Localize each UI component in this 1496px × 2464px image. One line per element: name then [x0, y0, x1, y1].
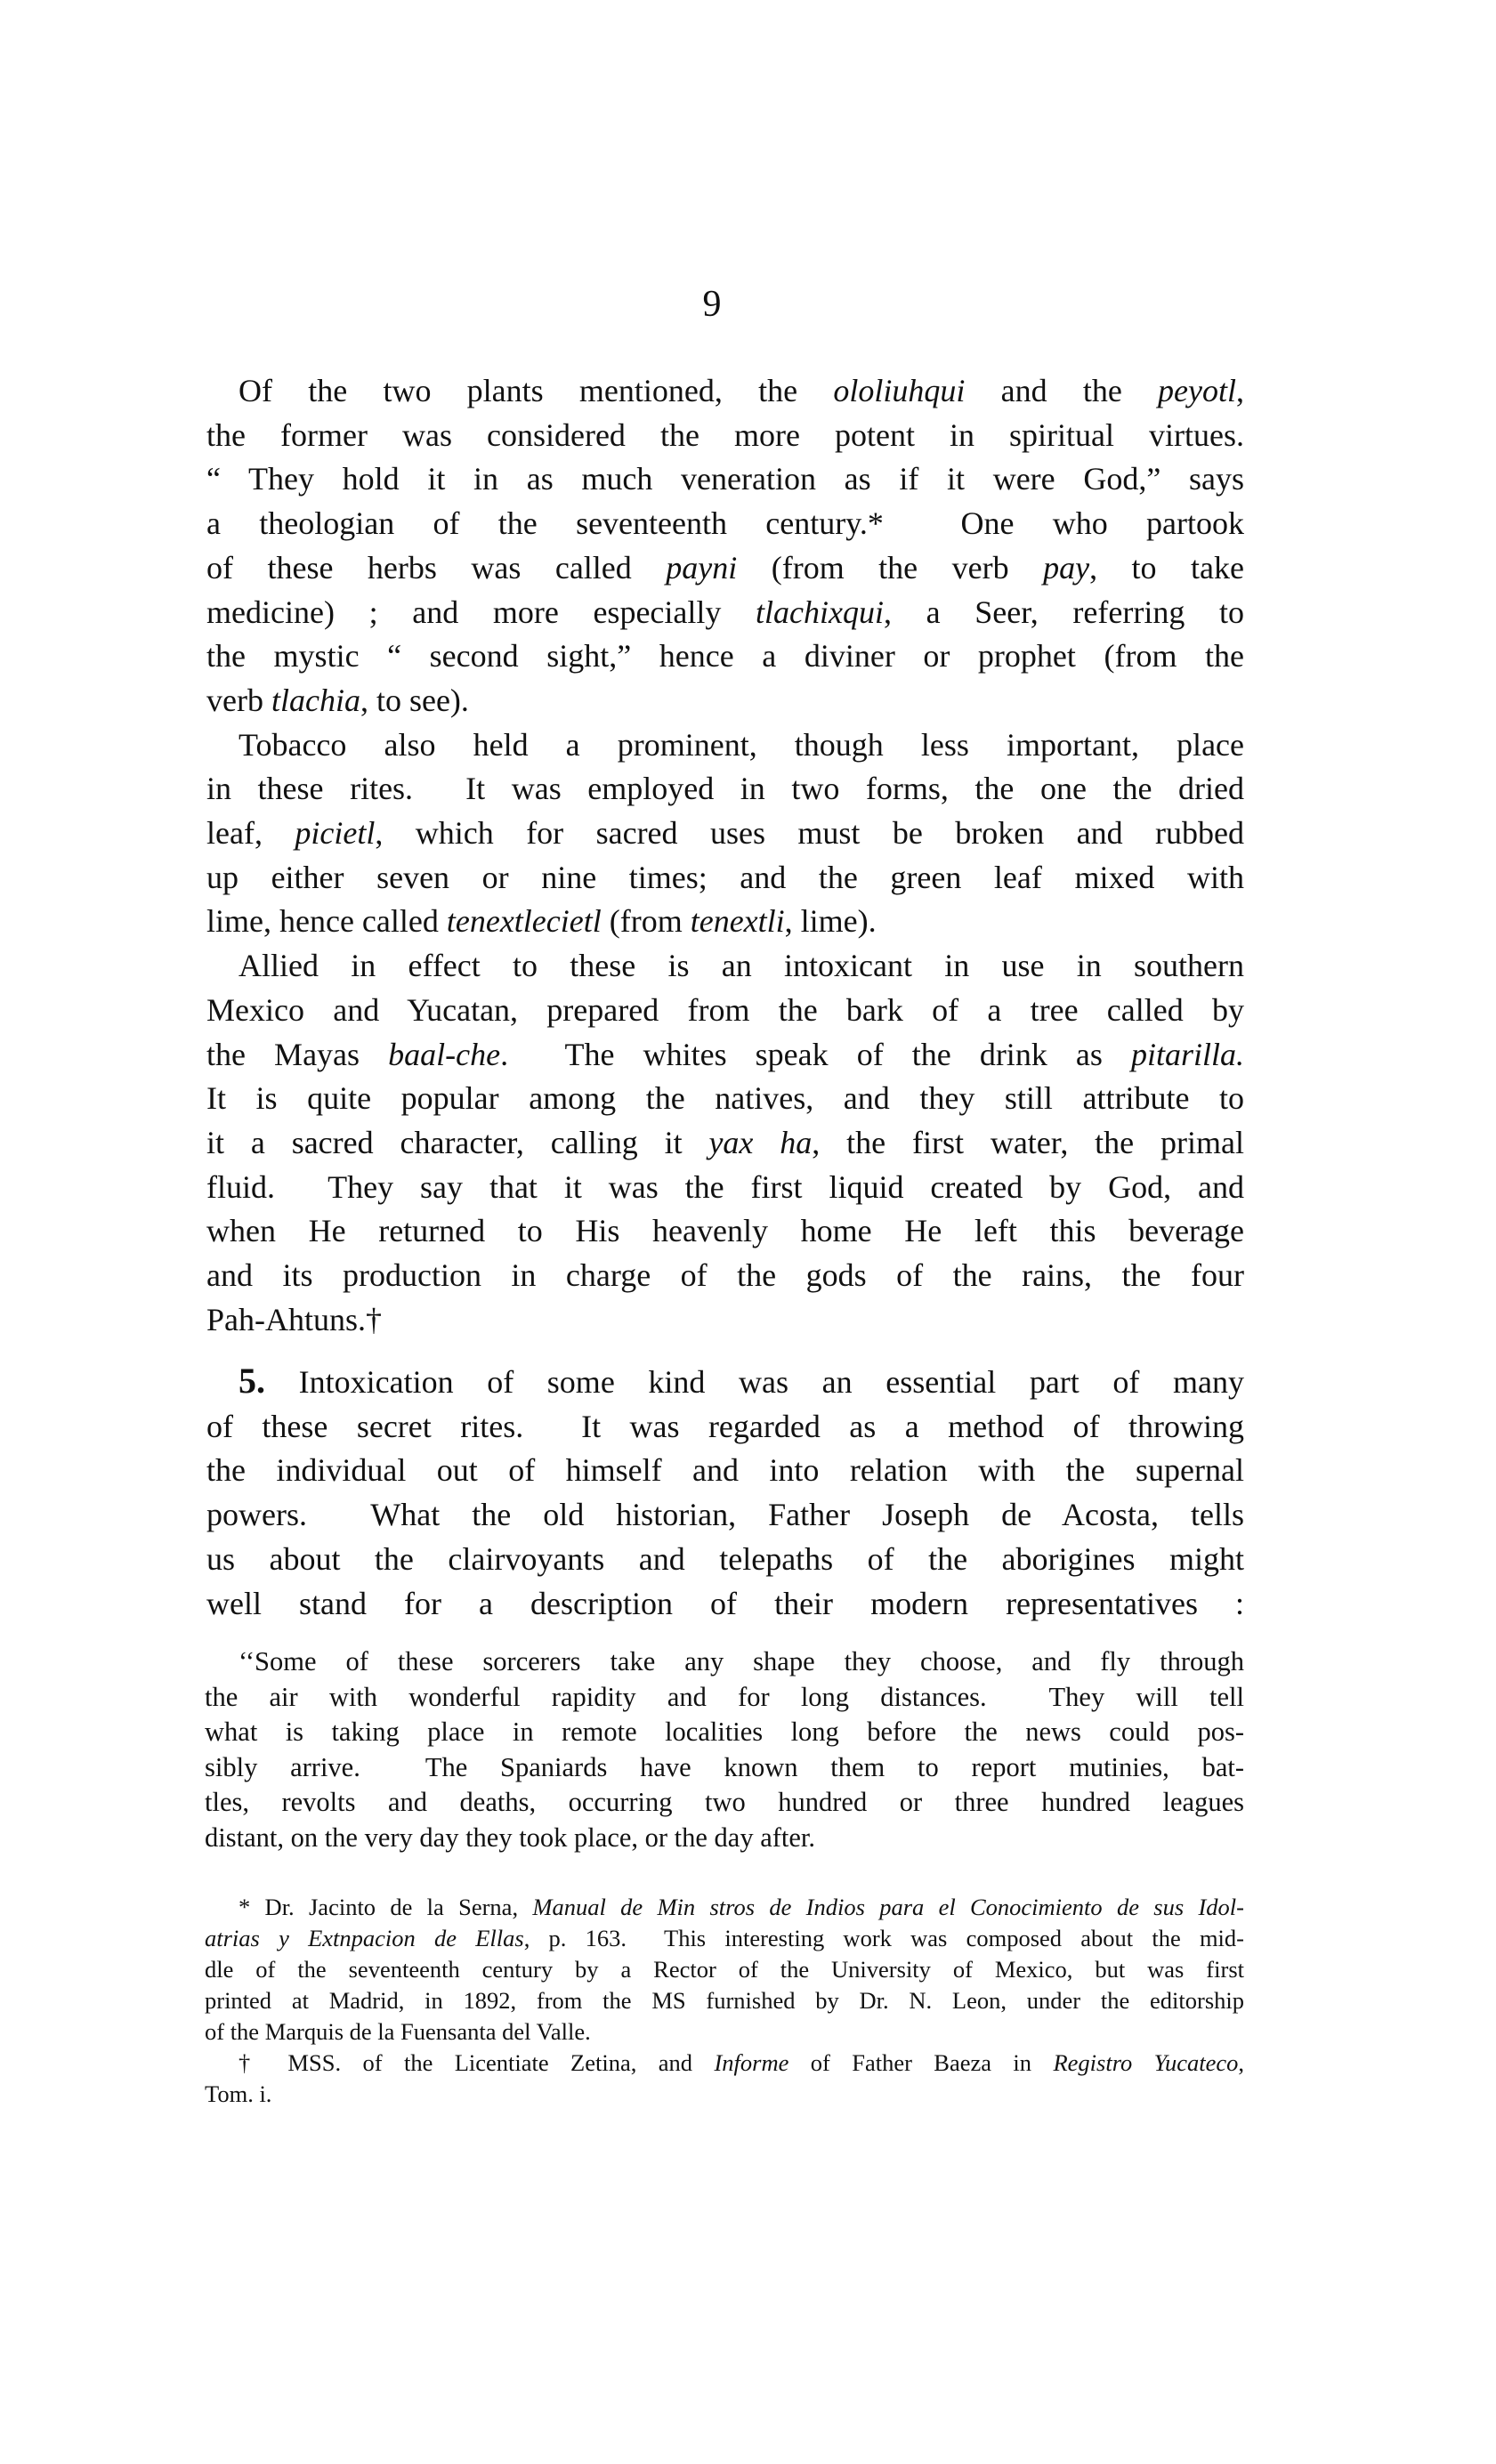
text-line	[205, 1715, 1244, 1750]
text-line	[206, 414, 1244, 458]
text-run: Tom. i.	[205, 2080, 272, 2107]
italic-term: ololiuhqui	[833, 373, 966, 408]
italic-term: pay	[1043, 549, 1090, 586]
body-main	[206, 369, 1244, 1342]
section-5	[206, 1359, 1244, 1626]
text-line	[206, 1405, 1244, 1450]
text-line	[206, 369, 1244, 414]
text-run: Mexico and Yucatan, prepared from the bark of a tree called by	[206, 991, 1244, 1028]
text-run: lime, hence called	[206, 903, 447, 940]
italic-term: pitarilla.	[1130, 1036, 1244, 1072]
text-line	[206, 1298, 1244, 1343]
text-run: and its production in charge of the gods of the rains, the four	[206, 1257, 1244, 1294]
text-line	[205, 1821, 1244, 1856]
text-run: , a Seer, referring to	[884, 594, 1244, 630]
text-run: up either seven or nine times; and the green leaf mixed with	[206, 859, 1244, 895]
block-quote	[205, 1644, 1244, 1855]
text-run: , the first water, the primal	[812, 1124, 1244, 1160]
text-run: and the	[965, 373, 1159, 408]
text-run: , which for sacred uses must be broken and rubbed	[375, 815, 1245, 852]
text-run: powers. What the old historian, Father Joseph de Acosta, tells	[206, 1497, 1244, 1533]
text-run: , lime).	[784, 903, 877, 940]
text-run: (from the verb	[737, 549, 1044, 586]
section-number: 5.	[239, 1361, 265, 1401]
text-line	[206, 1209, 1244, 1254]
text-line	[206, 944, 1244, 989]
text-line	[206, 1254, 1244, 1298]
text-run: dle of the seventeenth century by a Rector of the University of Mexico, but was first	[205, 1956, 1244, 1983]
text-run: * Dr. Jacinto de la Serna,	[239, 1894, 533, 1920]
text-run: the air with wonderful rapidity and for long distances. They will tell	[205, 1681, 1244, 1712]
text-run: us about the clairvoyants and telepaths of the aborigines might	[206, 1540, 1244, 1577]
text-run: Pah-Ahtuns.†	[206, 1301, 382, 1337]
text-line	[206, 1538, 1244, 1582]
text-line	[206, 812, 1244, 856]
text-line	[206, 1121, 1244, 1166]
text-run: , to take	[1089, 549, 1244, 586]
italic-term: baal-che	[388, 1036, 501, 1072]
text-run: the mystic “ second sight,” hence a diviner or prophet (from the	[206, 638, 1244, 675]
text-line	[205, 1680, 1244, 1716]
text-line	[206, 1359, 1244, 1405]
italic-term: Manual de Min stros de Indios para el Conocimiento de sus Idol-	[532, 1894, 1244, 1920]
text-run: sibly arrive. The Spaniards have known them to report mutinies, bat-	[205, 1751, 1244, 1782]
italic-term: picietl	[295, 815, 376, 852]
text-line	[206, 900, 1244, 944]
text-run: the individual out of himself and into relation with the supernal	[206, 1452, 1244, 1489]
text-line	[206, 723, 1244, 768]
text-run: It is quite popular among the natives, and they still attribute to	[206, 1080, 1244, 1117]
text-line	[206, 1449, 1244, 1493]
text-line	[206, 591, 1244, 635]
text-line	[206, 1077, 1244, 1121]
text-line	[205, 2079, 1244, 2110]
text-line	[205, 1892, 1244, 1923]
text-run: ‘‘Some of these sorcerers take any shape they choose, and fly through	[239, 1646, 1244, 1676]
text-line	[206, 1493, 1244, 1538]
text-line	[205, 1954, 1244, 1985]
text-line	[205, 2048, 1244, 2079]
text-run: “ They hold it in as much veneration as if it were God,” says	[206, 461, 1244, 497]
text-run: Of the two plants mentioned, the	[239, 373, 834, 408]
text-run: of these secret rites. It was regarded as a method of throwing	[206, 1408, 1244, 1444]
text-run: (from	[601, 903, 691, 940]
italic-term: tenextli	[690, 903, 785, 940]
italic-term: tenextlecietl	[446, 903, 602, 940]
text-run: , p. 163. This interesting work was composed about the mid-	[523, 1925, 1244, 1951]
text-run: it a sacred character, calling it	[206, 1124, 709, 1160]
italic-term: Registro Yucateco	[1053, 2049, 1239, 2076]
italic-term: Informe	[714, 2049, 789, 2076]
text-line	[205, 1985, 1244, 2016]
text-run: medicine) ; and more especially	[206, 594, 756, 630]
text-run: ,	[1238, 2049, 1244, 2076]
text-line	[206, 679, 1244, 723]
text-run: , to see).	[360, 682, 469, 718]
text-run: † MSS. of the Licentiate Zetina, and	[239, 2049, 715, 2076]
text-run: when He returned to His heavenly home He left this beverage	[206, 1213, 1244, 1249]
italic-term: peyotl	[1158, 373, 1237, 408]
text-line	[205, 1923, 1244, 1954]
text-run: Tobacco also held a prominent, though less important, place	[239, 726, 1244, 763]
text-run: verb	[206, 682, 271, 718]
page-number: 9	[702, 284, 722, 325]
text-run: the former was considered the more potent in spiritual virtues.	[206, 416, 1244, 453]
text-line	[205, 1750, 1244, 1786]
text-run: Intoxication of some kind was an essential part of many	[265, 1364, 1244, 1400]
footnotes	[205, 1892, 1244, 2110]
text-run: well stand for a description of their modern representatives :	[206, 1585, 1244, 1621]
text-run: printed at Madrid, in 1892, from the MS furnished by Dr. N. Leon, under the editorship	[205, 1987, 1244, 2014]
text-line	[206, 502, 1244, 546]
text-line	[206, 1166, 1244, 1210]
text-run: in these rites. It was employed in two forms, the one the dried	[206, 771, 1244, 807]
italic-term: payni	[666, 549, 738, 586]
text-line	[205, 2016, 1244, 2048]
text-run: Allied in effect to these is an intoxicant in use in southern	[239, 948, 1244, 984]
text-line	[206, 856, 1244, 901]
italic-term: yax ha	[708, 1124, 813, 1160]
italic-term: atrias y Extnpacion de Ellas	[205, 1925, 524, 1951]
text-line	[206, 457, 1244, 502]
text-run: tles, revolts and deaths, occurring two hundred or three hundred leagues	[205, 1787, 1244, 1817]
italic-term: tlachixqui	[756, 594, 884, 630]
italic-term: tlachia	[271, 682, 360, 718]
text-run: of these herbs was called	[206, 549, 667, 586]
text-line	[206, 989, 1244, 1033]
text-run: distant, on the very day they took place, or the day after.	[205, 1822, 816, 1853]
text-line	[205, 1785, 1244, 1821]
text-run: ,	[1236, 373, 1245, 408]
text-run: . The whites speak of the drink as	[500, 1036, 1131, 1072]
text-line	[206, 1582, 1244, 1627]
text-run: the Mayas	[206, 1036, 389, 1072]
text-line	[206, 546, 1244, 591]
text-run: fluid. They say that it was the first liquid created by God, and	[206, 1168, 1244, 1205]
text-line	[205, 1644, 1244, 1680]
text-line	[206, 634, 1244, 679]
text-run: what is taking place in remote localities long before the news could pos-	[205, 1717, 1244, 1747]
text-run: a theologian of the seventeenth century.* One who partook	[206, 505, 1244, 542]
text-line	[206, 1033, 1244, 1078]
text-run: of Father Baeza in	[788, 2049, 1054, 2076]
text-run: leaf,	[206, 815, 295, 852]
text-line	[206, 767, 1244, 812]
text-run: of the Marquis de la Fuensanta del Valle.	[205, 2018, 591, 2045]
